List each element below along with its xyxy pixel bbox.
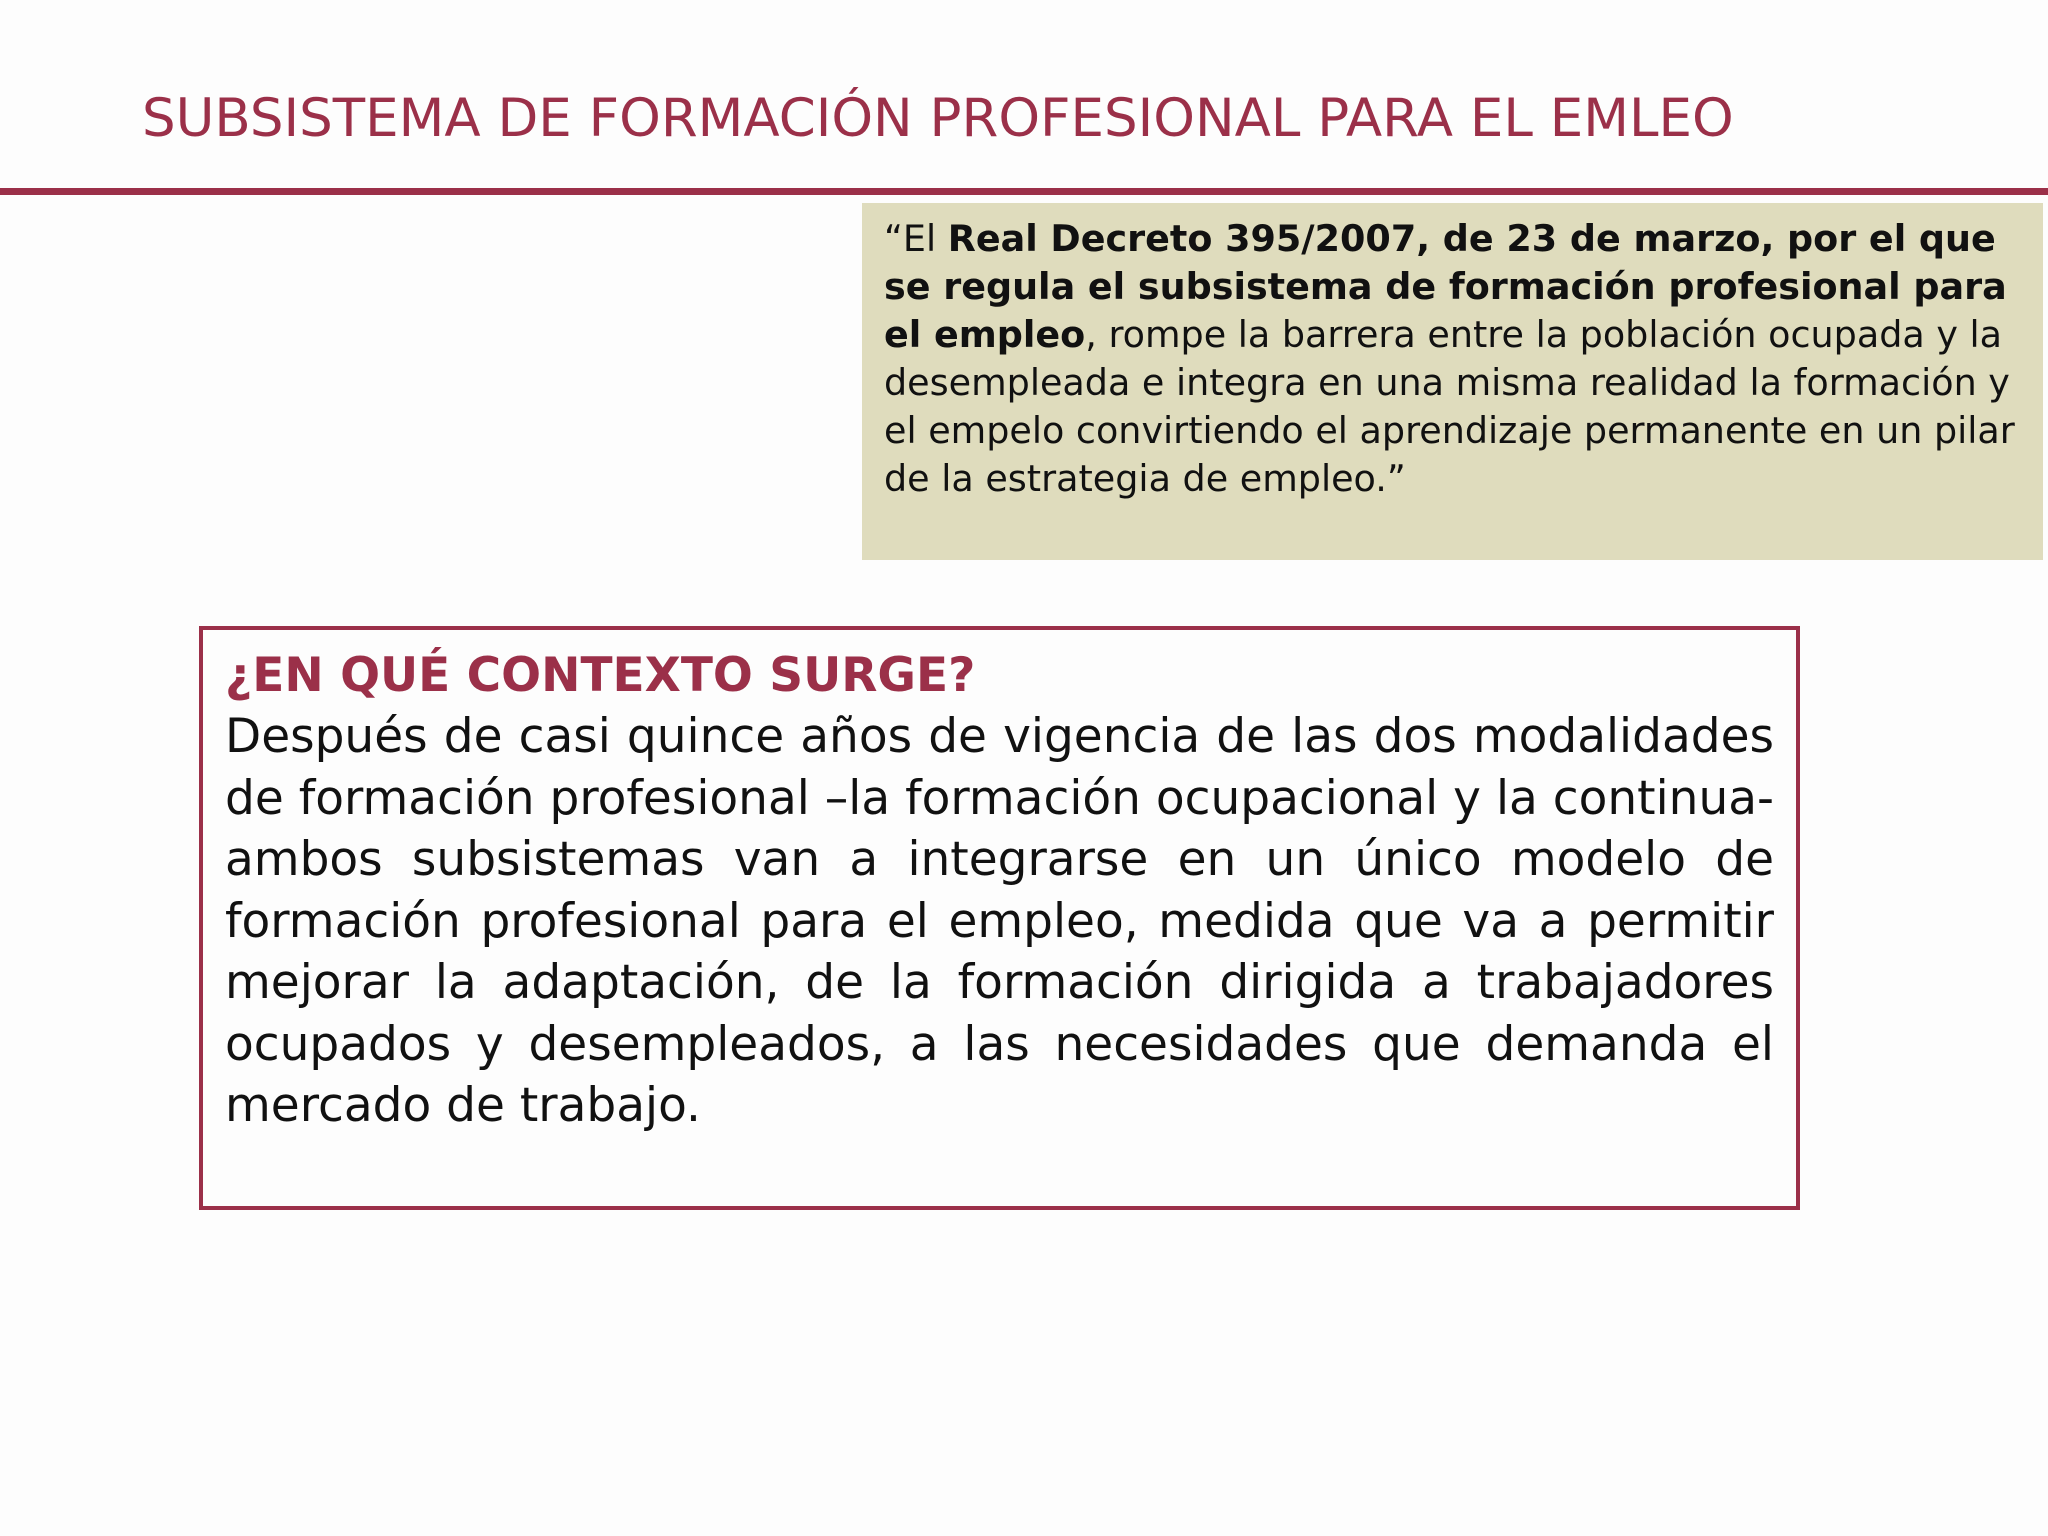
quote-bold-reference: Real Decreto 395/2007, de 23 de marzo, por el que se regula el subsistema de formación profesional para el empleo bbox=[884, 217, 2007, 356]
context-body: Después de casi quince años de vigencia de las dos modalidades de formación profesional –la formación ocupacional y la continua- ambos subsistemas van a integrarse en un único modelo de formación profesional para el empleo, medida que va a permitir mejorar la adaptación, de la formación dirigida a trabajadores ocupados y desempleados, a las necesidades que demanda el mercado de trabajo. bbox=[225, 709, 1774, 1133]
context-box bbox=[199, 626, 1800, 1210]
quote-box bbox=[862, 203, 2043, 560]
context-heading: ¿EN QUÉ CONTEXTO SURGE? bbox=[225, 648, 976, 703]
quote-open: “El bbox=[884, 217, 948, 260]
quote-rest: , rompe la barrera entre la población ocupada y la desempleada e integra en una misma realidad la formación y el empelo convirtiendo el aprendizaje permanente en un pilar de la estrategia de empleo.” bbox=[884, 313, 2015, 500]
title-divider bbox=[0, 188, 2048, 195]
slide-title: SUBSISTEMA DE FORMACIÓN PROFESIONAL PARA EL EMLEO bbox=[142, 88, 1734, 149]
